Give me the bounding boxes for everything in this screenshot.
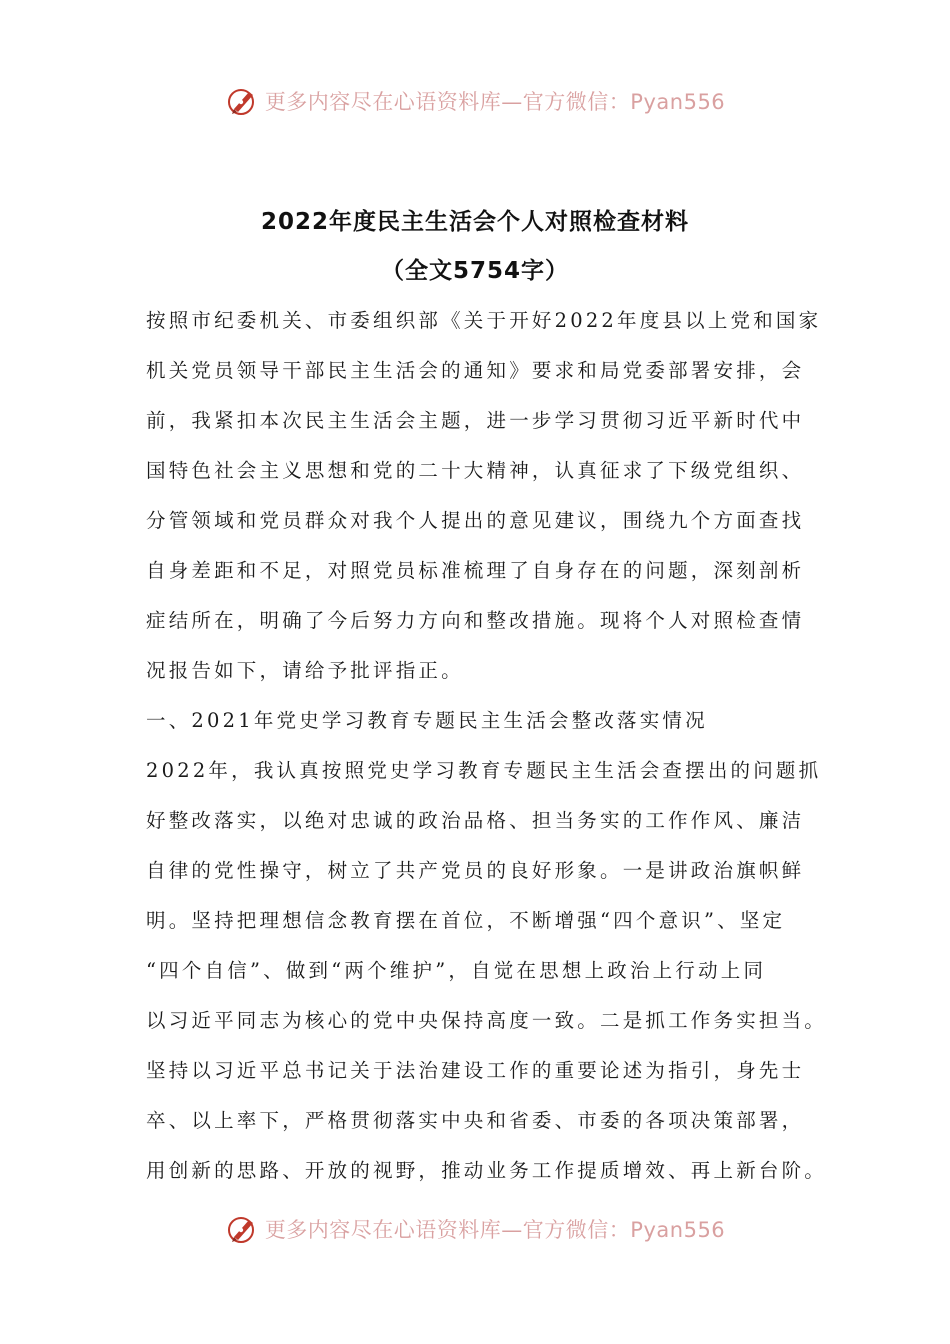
text-line: 国特色社会主义思想和党的二十大精神，认真征求了下级党组织、	[146, 459, 805, 482]
pen-logo-icon	[225, 84, 259, 118]
watermark-text: 更多内容尽在心语资料库—官方微信：Pyan556	[264, 90, 726, 114]
document-title: 2022年度民主生活会个人对照检查材料	[260, 209, 689, 235]
watermark-header	[0, 84, 950, 118]
text-line: 用创新的思路、开放的视野，推动业务工作提质增效、再上新台阶。	[146, 1159, 828, 1182]
text-line: 2022年，我认真按照党史学习教育专题民主生活会查摆出的问题抓	[146, 759, 822, 782]
text-line: 机关党员领导干部民主生活会的通知》要求和局党委部署安排，会	[146, 359, 805, 382]
text-line: 明。坚持把理想信念教育摆在首位，不断增强“四个意识”、坚定	[146, 909, 786, 932]
text-line: 前，我紧扣本次民主生活会主题，进一步学习贯彻习近平新时代中	[146, 409, 805, 432]
text-line: 症结所在，明确了今后努力方向和整改措施。现将个人对照检查情	[146, 609, 805, 632]
text-line: “四个自信”、做到“两个维护”，自觉在思想上政治上行动上同	[146, 959, 767, 982]
text-line: 自律的党性操守，树立了共产党员的良好形象。一是讲政治旗帜鲜	[146, 859, 805, 882]
text-line: 按照市纪委机关、市委组织部《关于开好2022年度县以上党和国家	[146, 309, 822, 332]
watermark-text: 更多内容尽在心语资料库—官方微信：Pyan556	[264, 1218, 726, 1242]
text-line: 以习近平同志为核心的党中央保持高度一致。二是抓工作务实担当。	[146, 1009, 828, 1032]
text-line: 卒、以上率下，严格贯彻落实中央和省委、市委的各项决策部署，	[146, 1109, 805, 1132]
watermark-footer	[0, 1212, 950, 1246]
pen-logo-icon	[225, 1212, 259, 1246]
text-line: 况报告如下，请给予批评指正。	[146, 659, 464, 682]
text-line: 好整改落实，以绝对忠诚的政治品格、担当务实的工作作风、廉洁	[146, 809, 805, 832]
section-heading: 一、2021年党史学习教育专题民主生活会整改落实情况	[146, 709, 708, 732]
document-subtitle: （全文5754字）	[380, 258, 569, 284]
text-line: 分管领域和党员群众对我个人提出的意见建议，围绕九个方面查找	[146, 509, 805, 532]
text-line: 自身差距和不足，对照党员标准梳理了自身存在的问题，深刻剖析	[146, 559, 805, 582]
document-body	[146, 296, 828, 1196]
text-line: 坚持以习近平总书记关于法治建设工作的重要论述为指引，身先士	[146, 1059, 805, 1082]
